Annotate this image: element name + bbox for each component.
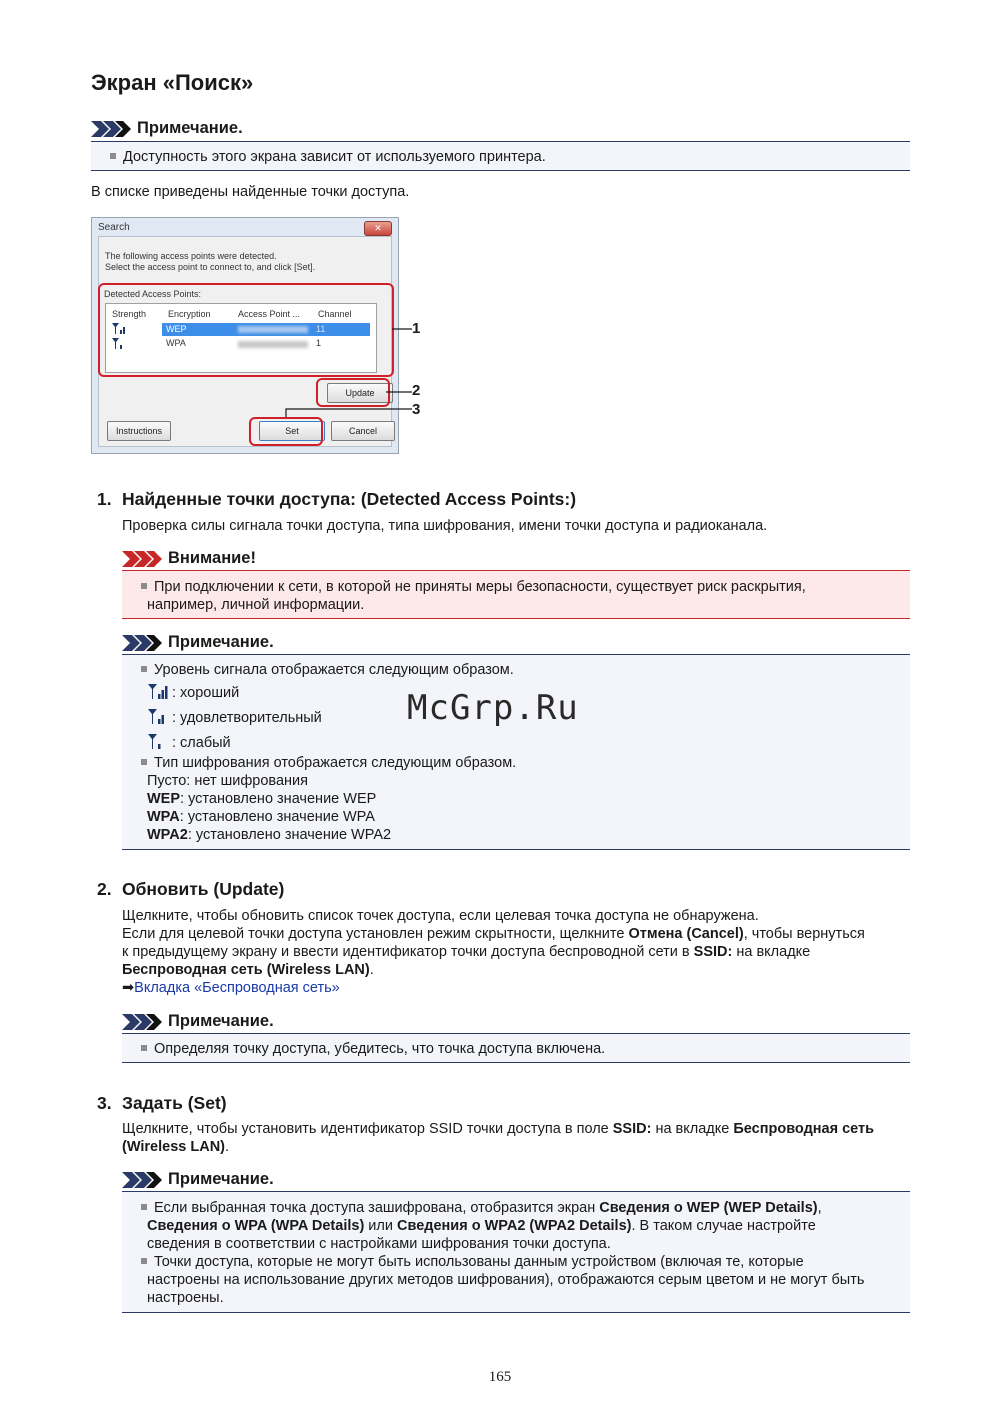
section-2-line-2: Если для целевой точки доступа установлен режим скрытности, щелкните Отмена (Cancel), чтобы вернуться xyxy=(122,926,865,942)
arrow-right-icon: ➡ xyxy=(122,980,135,996)
page-title: Экран «Поиск» xyxy=(91,70,254,95)
enc-none: Пусто: нет шифрования xyxy=(147,773,308,789)
callout-number-2: 2 xyxy=(412,382,421,399)
note-box xyxy=(122,1191,910,1313)
set-button[interactable]: Set xyxy=(259,421,325,441)
callout-number-3: 3 xyxy=(412,401,421,418)
warning-box xyxy=(122,570,910,619)
signal-weak-icon xyxy=(148,734,168,755)
section-3-line-1: Щелкните, чтобы установить идентификатор SSID точки доступа в поле SSID: на вкладке Беспроводная сеть xyxy=(122,1121,875,1137)
instructions-button[interactable]: Instructions xyxy=(107,421,171,441)
section-2-heading: Обновить (Update) xyxy=(122,879,285,899)
section-1-text: Проверка силы сигнала точки доступа, типа шифрования, имени точки доступа и радиоканала. xyxy=(122,518,768,534)
section-1-heading: Найденные точки доступа: (Detected Access Points:) xyxy=(122,489,577,509)
enc-intro: Тип шифрования отображается следующим образом. xyxy=(141,754,516,772)
note-b1-line-2: Сведения о WPA (WPA Details) или Сведения о WPA2 (WPA2 Details). В таком случае настройте xyxy=(147,1218,816,1234)
warning-line-2: например, личной информации. xyxy=(147,597,365,613)
watermark: McGrp.Ru xyxy=(407,688,579,728)
enc-wpa2: WPA2: установлено значение WPA2 xyxy=(147,827,392,843)
enc-wep: WEP: установлено значение WEP xyxy=(147,791,377,807)
note-heading: Примечание. xyxy=(122,1012,274,1031)
row-encryption: WEP xyxy=(166,324,187,334)
note-text: Определяя точку доступа, убедитесь, что точка доступа включена. xyxy=(141,1040,605,1058)
signal-medium-icon xyxy=(148,709,168,730)
note-chevron-icon xyxy=(122,635,162,651)
dialog-title: Search xyxy=(98,222,130,233)
warning-chevron-icon xyxy=(122,551,162,567)
note-chevron-icon xyxy=(122,1172,162,1188)
signal-ok-row: : удовлетворительный xyxy=(148,709,322,730)
note-box xyxy=(122,654,910,850)
dialog-desc-1: The following access points were detected. xyxy=(105,251,277,261)
signal-strong-icon xyxy=(148,684,168,705)
warning-heading: Внимание! xyxy=(122,549,256,568)
section-2-line-4: Беспроводная сеть (Wireless LAN). xyxy=(122,962,374,978)
note-chevron-icon xyxy=(91,121,131,137)
section-3-number: 3. xyxy=(97,1093,112,1113)
row-encryption: WPA xyxy=(166,338,186,348)
section-1-number: 1. xyxy=(97,489,112,509)
callout-number-1: 1 xyxy=(412,320,421,337)
note-b2-line-2: настроены на использование других методов шифрования), отображаются серым цветом и не могут быть xyxy=(147,1272,865,1288)
signal-weak-row: : слабый xyxy=(148,734,231,755)
note-box xyxy=(122,1033,910,1063)
section-2-line-3: к предыдущему экрану и ввести идентификатор точки доступа беспроводной сети в SSID: на вкладке xyxy=(122,944,811,960)
note-heading: Примечание. xyxy=(91,119,243,138)
section-3-heading: Задать (Set) xyxy=(122,1093,227,1113)
warning-line-1: При подключении к сети, в которой не приняты меры безопасности, существует риск раскрытия, xyxy=(141,578,806,596)
note-heading: Примечание. xyxy=(122,1170,274,1189)
dialog-desc-2: Select the access point to connect to, and click [Set]. xyxy=(105,262,316,272)
note-box xyxy=(91,141,910,171)
enc-wpa: WPA: установлено значение WPA xyxy=(147,809,375,825)
note-text: Доступность этого экрана зависит от используемого принтера. xyxy=(110,148,546,166)
group-label: Detected Access Points: xyxy=(104,289,202,299)
column-access-point[interactable]: Access Point ... xyxy=(238,309,301,319)
section-2-number: 2. xyxy=(97,879,112,899)
column-encryption[interactable]: Encryption xyxy=(168,309,211,319)
note-b1-line-1: Если выбранная точка доступа зашифрована, отобразится экран Сведения о WEP (WEP Details), xyxy=(141,1199,822,1217)
note-heading: Примечание. xyxy=(122,633,274,652)
section-3-line-2: (Wireless LAN). xyxy=(122,1139,230,1155)
row-channel: 1 xyxy=(316,338,322,348)
column-strength[interactable]: Strength xyxy=(112,309,147,319)
update-button[interactable]: Update xyxy=(327,383,393,403)
intro-text: В списке приведены найденные точки доступа. xyxy=(91,184,410,200)
callout-lines xyxy=(280,320,420,430)
close-icon[interactable]: ✕ xyxy=(364,221,392,236)
note-b2-line-1: Точки доступа, которые не могут быть использованы данным устройством (включая те, которые xyxy=(141,1253,804,1271)
wireless-lan-link[interactable]: ➡Вкладка «Беспроводная сеть» xyxy=(122,980,340,996)
note-chevron-icon xyxy=(122,1014,162,1030)
note-b2-line-3: настроены. xyxy=(147,1290,224,1306)
signal-intro: Уровень сигнала отображается следующим образом. xyxy=(141,661,514,679)
page-number: 165 xyxy=(488,1369,512,1385)
signal-good-row: : хороший xyxy=(148,684,239,705)
row-channel: 11 xyxy=(316,324,326,334)
column-channel[interactable]: Channel xyxy=(318,309,352,319)
note-b1-line-3: сведения в соответствии с настройками шифрования точки доступа. xyxy=(147,1236,611,1252)
section-2-line-1: Щелкните, чтобы обновить список точек доступа, если целевая точка доступа не обнаружена. xyxy=(122,908,759,924)
cancel-button[interactable]: Cancel xyxy=(331,421,395,441)
